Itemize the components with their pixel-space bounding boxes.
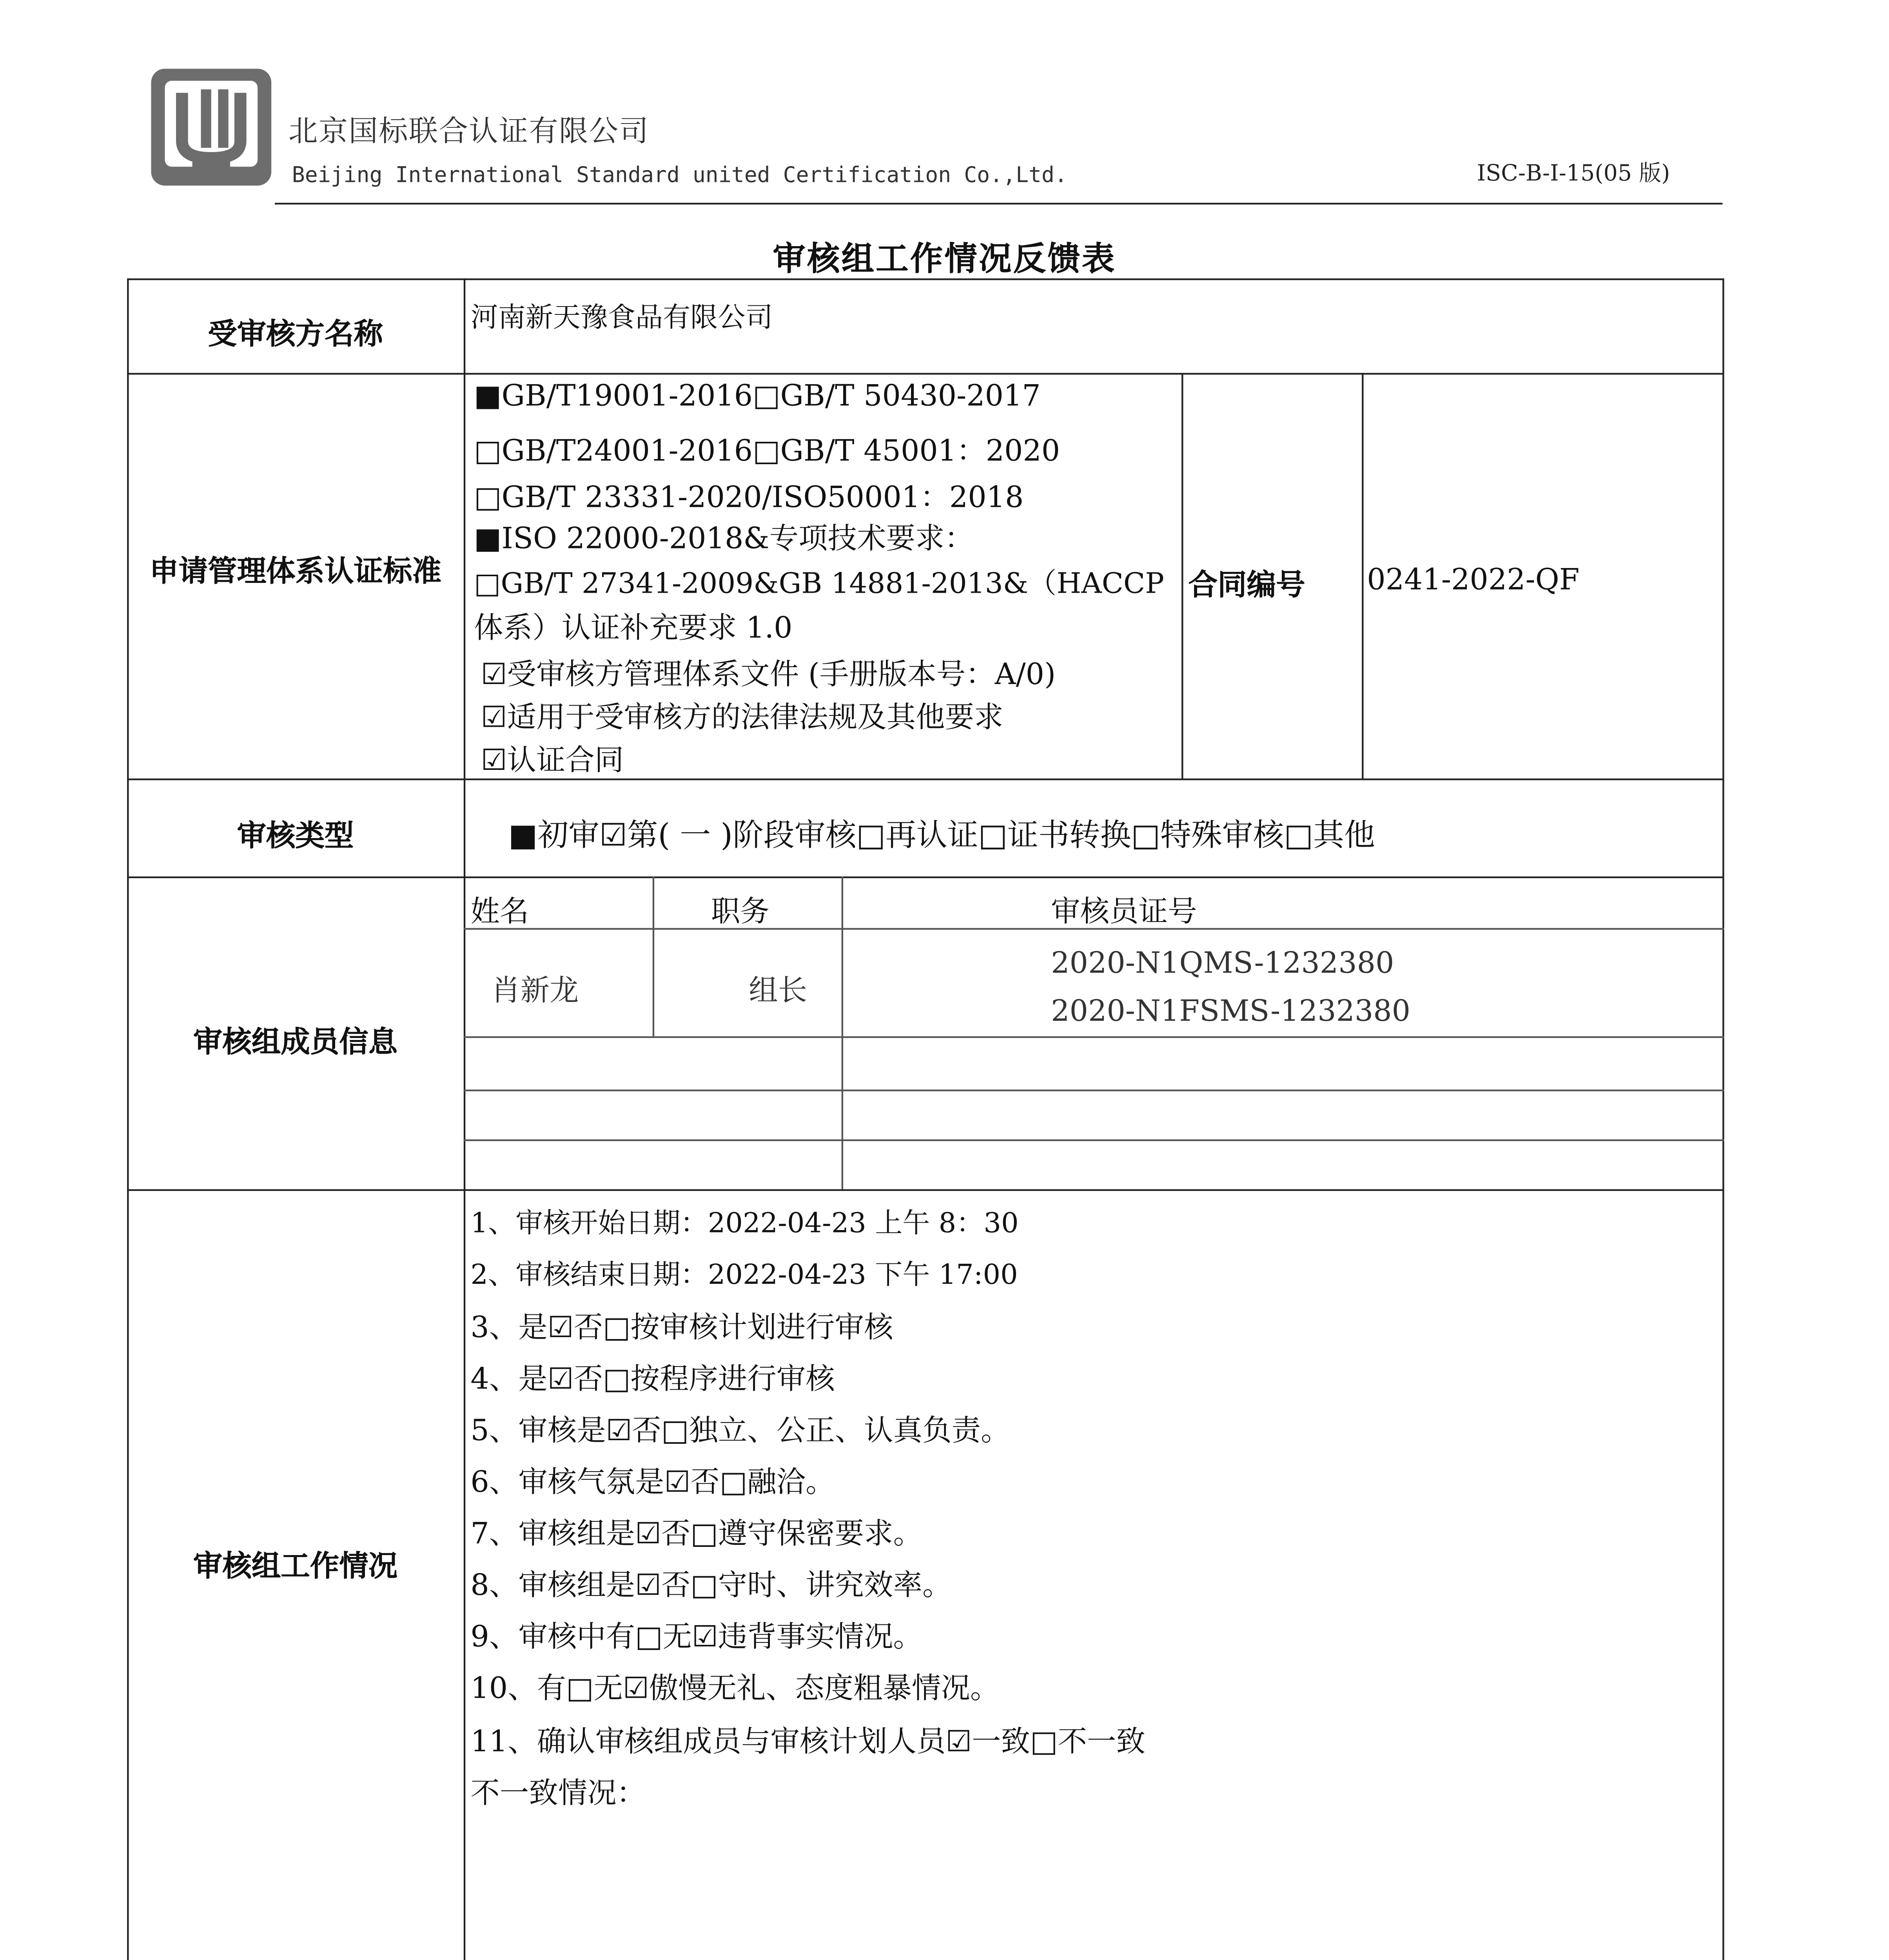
member-role: 组长 [749,974,807,1009]
standards-divider [1181,373,1183,779]
work-item: 1、审核开始日期：2022-04-23 上午 8：30 [470,1206,1019,1239]
logo-icon [148,65,275,189]
header-rule [275,203,1722,204]
members-divider [464,1036,1724,1038]
contract-number-label: 合同编号 [1188,569,1305,603]
contract-number-value: 0241-2022-QF [1367,563,1580,598]
auditee-label: 受审核方名称 [208,318,383,352]
member-cert: 2020-N1FSMS-1232380 [1051,995,1411,1030]
table-border-left [127,278,129,1960]
members-divider [464,1140,1724,1141]
work-item: 不一致情况： [470,1777,646,1811]
audit-type-value: ■初审☑第( 一 )阶段审核□再认证□证书转换□特殊审核□其他 [508,818,1375,854]
company-logo [148,65,275,189]
members-header-cert: 审核员证号 [1051,895,1197,930]
row-divider [127,877,1724,878]
work-item: 10、有□无☑傲慢无礼、态度粗暴情况。 [470,1672,1000,1707]
work-item: 5、审核是☑否□独立、公正、认真负责。 [470,1414,1010,1449]
members-label: 审核组成员信息 [193,1026,398,1060]
standards-label: 申请管理体系认证标准 [149,555,441,590]
audit-type-label: 审核类型 [237,820,354,854]
auditee-value: 河南新天豫食品有限公司 [470,301,773,334]
member-name: 肖新龙 [491,974,579,1009]
company-name-en: Beijing International Standard united Certification Co.,Ltd. [292,162,1067,187]
members-header-role: 职务 [711,895,769,930]
standard-line: ☑认证合同 [481,744,624,779]
standard-line: ■GB/T19001-2016□GB/T 50430-2017 [474,379,1041,414]
row-divider [127,779,1724,780]
standard-line: □GB/T 23331-2020/ISO50001：2018 [474,481,1024,516]
members-divider [464,1089,1724,1091]
standard-line: 体系）认证补充要求 1.0 [474,612,793,646]
table-border-right [1722,278,1724,1960]
members-divider [842,877,843,1189]
row-divider [127,1189,1724,1191]
work-item: 3、是☑否□按审核计划进行审核 [470,1311,893,1346]
form-title: 审核组工作情况反馈表 [773,240,1116,279]
company-name-cn: 北京国标联合认证有限公司 [289,115,650,150]
work-item: 6、审核气氛是☑否□融洽。 [470,1466,835,1501]
row-divider [127,278,1724,280]
standard-line: □GB/T 27341-2009&GB 14881-2013&（HACCP [474,567,1164,600]
label-column-divider [464,278,465,1960]
standard-line: ☑受审核方管理体系文件 (手册版本号：A/0) [481,658,1056,693]
doc-code: ISC-B-I-15(05 版) [1477,162,1670,187]
work-item: 9、审核中有□无☑违背事实情况。 [470,1621,923,1655]
members-header-name: 姓名 [470,895,529,930]
standard-line: □GB/T24001-2016□GB/T 45001：2020 [474,435,1060,469]
row-divider [127,373,1724,374]
standards-divider [1362,373,1363,779]
members-divider [653,877,654,1036]
work-item: 7、审核组是☑否□遵守保密要求。 [470,1517,923,1552]
work-item: 11、确认审核组成员与审核计划人员☑一致□不一致 [470,1725,1145,1760]
standard-line: ■ISO 22000-2018&专项技术要求： [474,522,974,557]
standard-line: ☑适用于受审核方的法律法规及其他要求 [481,701,1003,736]
work-item: 8、审核组是☑否□守时、讲究效率。 [470,1569,952,1604]
work-item: 4、是☑否□按程序进行审核 [470,1363,835,1397]
work-label: 审核组工作情况 [193,1550,398,1585]
member-cert: 2020-N1QMS-1232380 [1051,947,1394,982]
work-item: 2、审核结束日期：2022-04-23 下午 17:00 [470,1258,1018,1291]
